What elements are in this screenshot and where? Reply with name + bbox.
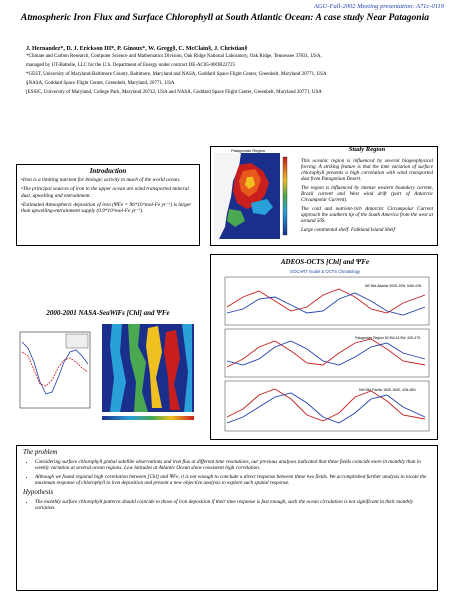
study-region-heading: Study Region [348, 146, 386, 153]
poster-title: Atmospheric Iron Flux and Surface Chlorophyll at South Atlantic Ocean: A case study Near Patagonia [20, 12, 430, 23]
affiliation-4: [ESSIC, University of Maryland, College Park, Maryland 20742, USA and NASA, Goddard Space Flight Center, Greenbelt, Maryland 20771, USA [26, 90, 322, 95]
meeting-tag: AGU-Fall-2002 Meeting presentation: A71c-0119 [313, 3, 444, 10]
affiliation-3: §NASA, Goddard Space Flight Center, Greenbelt, Maryland, 20771, USA [26, 81, 175, 86]
intro-point-1: •Iron is a limiting nutrient for biologic activity in much of the world ocean. [21, 177, 181, 184]
authors-block [26, 46, 446, 99]
subplot-1-label: NE Mid-Atlantic 300S-10W, 54W-42N [365, 284, 422, 288]
octs-heading: ADEOS-OCTS [Chl] and ΨFe [280, 258, 370, 266]
problem-point-1: • Considering surface chlorophyll global satellite observations and iron flux at different time resolutions, our previous analyses indicated that these fields coincide more in monthly than in weekly variation at several ocean regions. Low latitudes at Atlantic Ocean show consistent high correlation. [35, 459, 431, 471]
introduction-panel [16, 164, 200, 246]
subplot-2-label: Patagonian Region 52.5W-42.5W, 40S-47S [355, 336, 421, 340]
patagonia-map-image [211, 147, 293, 245]
study-paragraph-3: The cold and nutrient-rich Antarctic Circumpolar Current approach the southern tip of the South America from the west at around 50S. [301, 206, 433, 224]
seawifs-panel [16, 298, 200, 440]
study-paragraph-2: The region is influenced by intense western boundary current, Brazil current and West wind drift (part of Antarctic Circumpolar Current). [301, 185, 433, 203]
problem-heading: The problem [23, 449, 58, 456]
hypothesis-heading: Hypothesis [23, 489, 54, 496]
affiliation-2: *GEST, University of Maryland-Baltimore County, Baltimore, Maryland and NASA, Goddard Space Flight Center, Greenbelt, Maryland 20771, USA [26, 72, 327, 77]
hypothesis-list [35, 499, 431, 511]
hypothesis-point: • The monthly surface chlorophyll patterns should coincide to those of iron deposition if their time response is fast enough, such the ocean circulation is not significant in their monthly variation. [35, 499, 431, 511]
intro-point-3: •Estimated Atmospheric deposition of iron (ΨFe = 96*10^mol-Fe yr⁻¹) is larger than upwelling-entrainment supply (0.9*10^mol-Fe yr⁻¹). [21, 201, 192, 215]
study-paragraph-1: This oceanic region is influenced by several biogeophysical forcing. A striking feature is that the time variation of surface chlorophyll presents a high correlation with wind transported dust from Patagonian Desert. [301, 158, 433, 182]
seawifs-heading: 2000-2001 NASA-SeaWiFs [Chl] and ΨFe [46, 309, 170, 317]
problem-point-2: • Although we found regional high correlation between [Chl] and ΨFe, it is not enough to conclude a direct response between these two fields. We accomplished further analysis to locate the maximum response of chlorophyll to iron deposition and present a new objective analysis to explore such spatial response. [35, 474, 431, 486]
study-region-text [301, 146, 433, 236]
map-label: Patagonian Region [230, 147, 266, 153]
affiliation-1b: managed by UT-Battelle, LLC for the U.S. Department of Energy under contract DE-AC05-00OR22725 [26, 63, 235, 68]
seawifs-figure [16, 322, 200, 440]
subplot-3-label: NW Mid-Pacific 180E-160E, 42N-48N [359, 388, 416, 392]
study-region-panel [210, 146, 438, 246]
introduction-heading: Introduction [89, 167, 127, 175]
octs-panel [210, 254, 438, 440]
problem-panel [16, 445, 438, 591]
octs-chart-title: GOCART model & OCTS Climatology [289, 269, 361, 274]
affiliation-1: *Climate and Carbon Research, Computer Science and Mathematics Division, Oak Ridge National Laboratory, Oak Ridge, Tennessee 37831, USA, [26, 54, 322, 59]
octs-time-series-figure [215, 267, 435, 437]
problem-list [35, 459, 431, 486]
author-list: J. Hernandez*, D. J. Erickson III*, P. Ginoux*, W. Gregg§, C. McClain§, J. Christian§ [26, 46, 248, 52]
study-paragraph-4: Large continental shelf: Falkland Island Shelf [301, 227, 395, 233]
intro-point-2: •The principal sources of iron to the upper ocean are wind transported mineral dust, upwelling and entrainment. [21, 186, 189, 199]
